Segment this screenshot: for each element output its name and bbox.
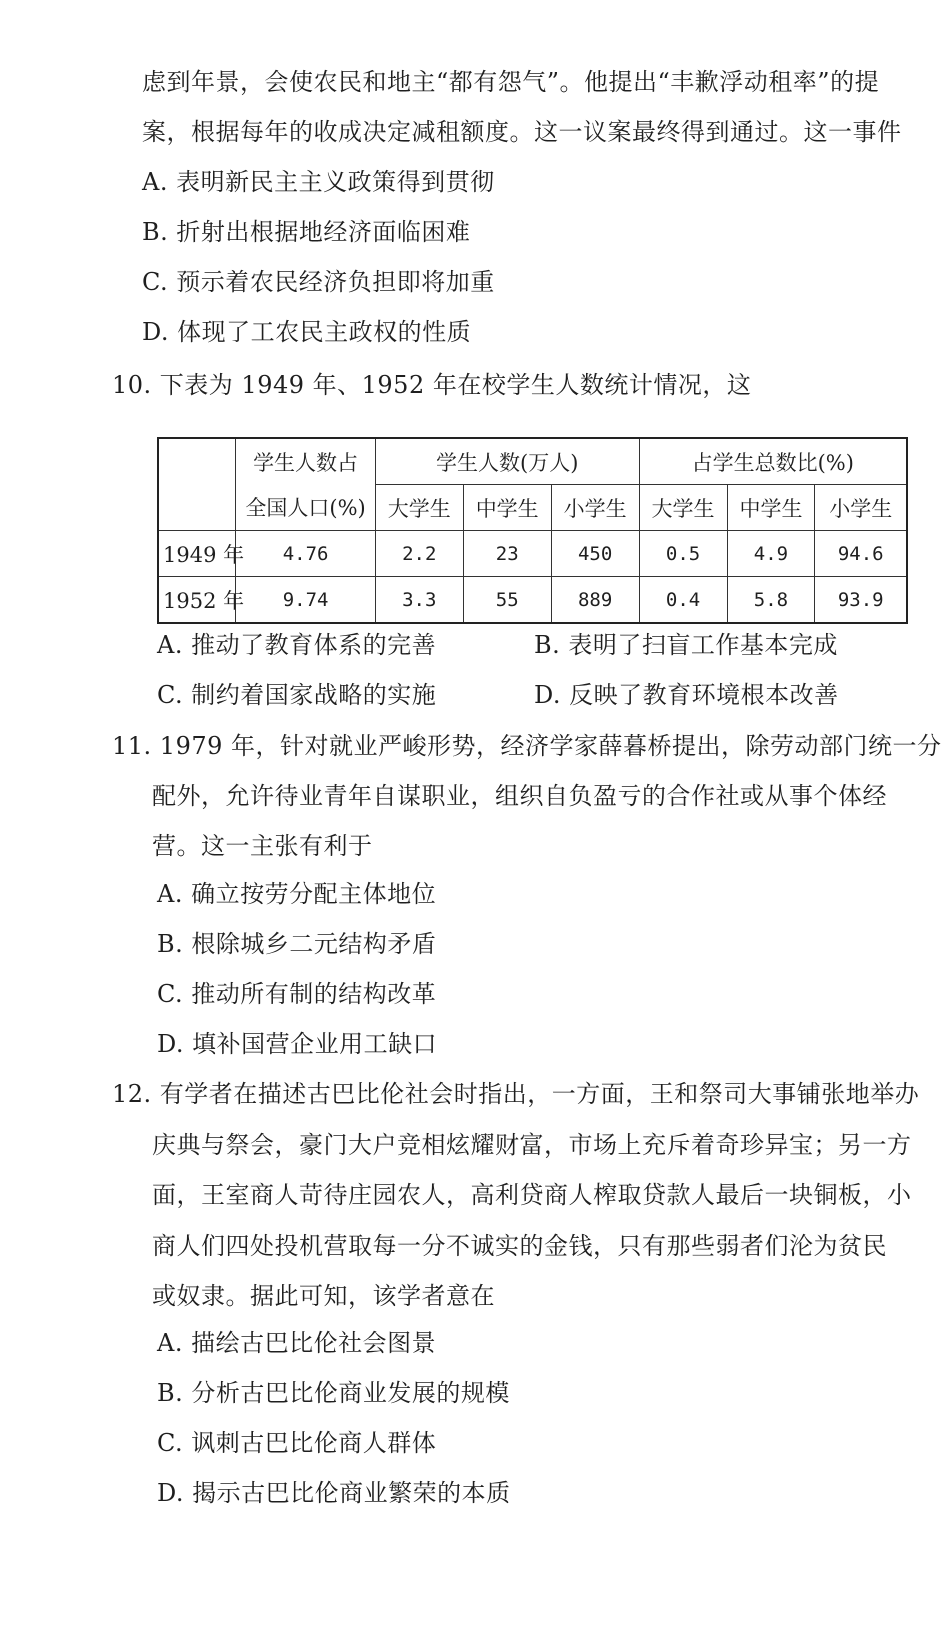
table-row xyxy=(158,577,907,624)
row-count-university: 3.3 xyxy=(375,577,463,624)
header-pct-population-1: 学生人数占 xyxy=(236,438,375,485)
row-pct-population: 9.74 xyxy=(236,577,375,624)
q11-stem-line-3: 营。这一主张有利于 xyxy=(152,832,373,860)
q12-stem-line-1: 12. 有学者在描述古巴比伦社会时指出，一方面，王和祭司大事铺张地举办 xyxy=(112,1080,920,1108)
row-share-university: 0.5 xyxy=(639,531,727,577)
table-row xyxy=(158,531,907,577)
row-count-middle: 23 xyxy=(463,531,551,577)
header-share-primary: 小学生 xyxy=(815,485,907,531)
table-header-row-2 xyxy=(158,485,907,531)
row-share-university: 0.4 xyxy=(639,577,727,624)
q11-option-c: C. 推动所有制的结构改革 xyxy=(157,980,437,1008)
row-year: 1949 年 xyxy=(158,531,236,577)
row-pct-population: 4.76 xyxy=(236,531,375,577)
row-share-primary: 94.6 xyxy=(815,531,907,577)
header-count-university: 大学生 xyxy=(375,485,463,531)
q9-option-a: A. 表明新民主主义政策得到贯彻 xyxy=(142,168,495,196)
q12-option-a: A. 描绘古巴比伦社会图景 xyxy=(157,1329,437,1357)
q10-option-a: A. 推动了教育体系的完善 xyxy=(157,631,437,659)
q12-stem-line-4: 商人们四处投机营取每一分不诚实的金钱，只有那些弱者们沦为贫民 xyxy=(152,1232,887,1260)
q12-option-b: B. 分析古巴比伦商业发展的规模 xyxy=(157,1379,510,1407)
row-share-middle: 4.9 xyxy=(727,531,815,577)
header-share-middle: 中学生 xyxy=(727,485,815,531)
q10-stem: 10. 下表为 1949 年、1952 年在校学生人数统计情况，这 xyxy=(112,371,752,399)
header-count-middle: 中学生 xyxy=(463,485,551,531)
row-share-middle: 5.8 xyxy=(727,577,815,624)
row-count-primary: 889 xyxy=(551,577,639,624)
row-count-middle: 55 xyxy=(463,577,551,624)
q12-stem-line-5: 或奴隶。据此可知，该学者意在 xyxy=(152,1282,495,1310)
row-year: 1952 年 xyxy=(158,577,236,624)
table-corner-cell xyxy=(158,438,236,485)
q9-stem-line-1: 虑到年景，会使农民和地主“都有怨气”。他提出“丰歉浮动租率”的提 xyxy=(142,68,880,96)
header-count-primary: 小学生 xyxy=(551,485,639,531)
q11-stem-line-1: 11. 1979 年，针对就业严峻形势，经济学家薛暮桥提出，除劳动部门统一分 xyxy=(112,732,942,760)
q12-option-d: D. 揭示古巴比伦商业繁荣的本质 xyxy=(157,1479,511,1507)
header-share-university: 大学生 xyxy=(639,485,727,531)
q11-stem-line-2: 配外，允许待业青年自谋职业，组织自负盈亏的合作社或从事个体经 xyxy=(152,782,887,810)
table-header-row-1 xyxy=(158,438,907,485)
q11-option-a: A. 确立按劳分配主体地位 xyxy=(157,880,437,908)
student-stats-table xyxy=(157,437,908,624)
q11-option-d: D. 填补国营企业用工缺口 xyxy=(157,1030,438,1058)
table-corner-cell-lower xyxy=(158,485,236,531)
row-count-primary: 450 xyxy=(551,531,639,577)
q11-option-b: B. 根除城乡二元结构矛盾 xyxy=(157,930,437,958)
header-pct-population-2: 全国人口(%) xyxy=(236,485,375,531)
header-student-share: 占学生总数比(%) xyxy=(639,438,907,485)
header-student-count: 学生人数(万人) xyxy=(375,438,639,485)
row-count-university: 2.2 xyxy=(375,531,463,577)
q12-stem-line-3: 面，王室商人苛待庄园农人，高利贷商人榨取贷款人最后一块铜板，小 xyxy=(152,1181,912,1209)
q9-option-b: B. 折射出根据地经济面临困难 xyxy=(142,218,471,246)
q10-option-b: B. 表明了扫盲工作基本完成 xyxy=(534,631,838,659)
q10-option-c: C. 制约着国家战略的实施 xyxy=(157,681,437,709)
q10-option-d: D. 反映了教育环境根本改善 xyxy=(534,681,839,709)
q9-option-d: D. 体现了工农民主政权的性质 xyxy=(142,318,472,346)
q9-option-c: C. 预示着农民经济负担即将加重 xyxy=(142,268,495,296)
row-share-primary: 93.9 xyxy=(815,577,907,624)
q12-option-c: C. 讽刺古巴比伦商人群体 xyxy=(157,1429,437,1457)
q9-stem-line-2: 案，根据每年的收成决定减租额度。这一议案最终得到通过。这一事件 xyxy=(142,118,902,146)
q12-stem-line-2: 庆典与祭会，豪门大户竞相炫耀财富，市场上充斥着奇珍异宝；另一方 xyxy=(152,1131,912,1159)
